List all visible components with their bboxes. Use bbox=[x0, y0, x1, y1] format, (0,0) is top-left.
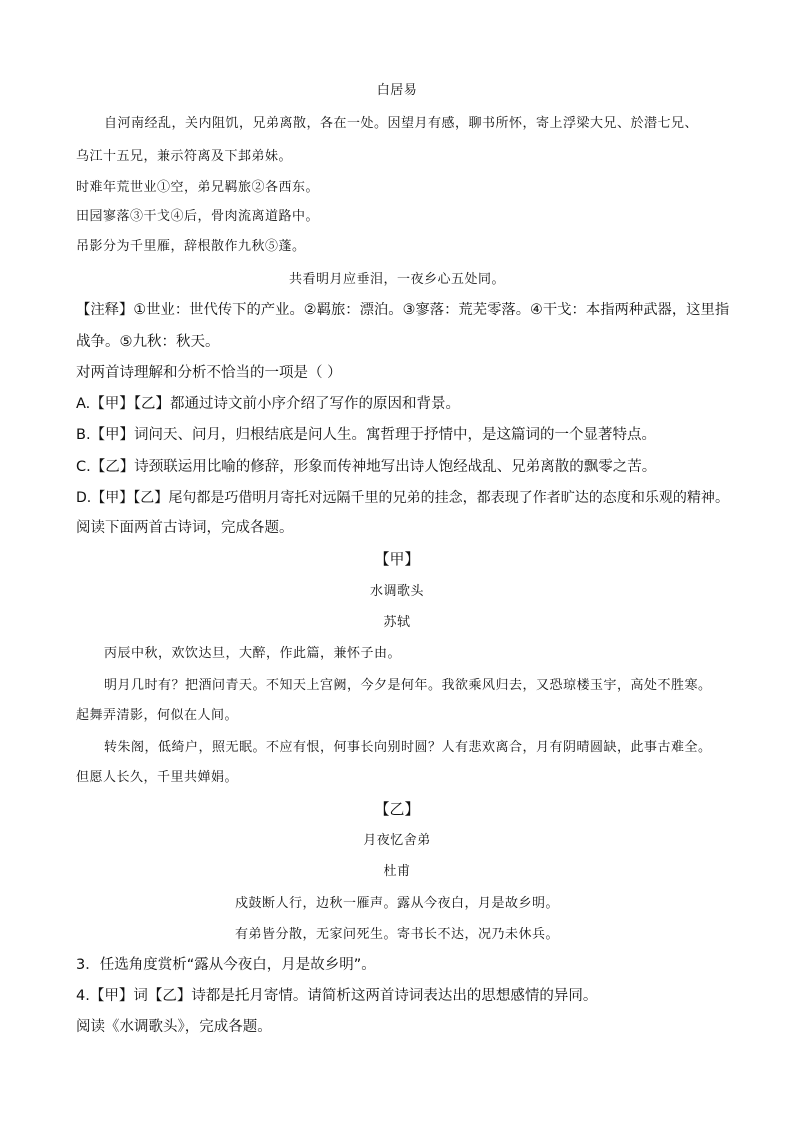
poem-title: 水调歌头 bbox=[369, 584, 424, 599]
option-c: C.【乙】诗颈联运用比喻的修辞，形象而传神地写出诗人饱经战乱、兄弟离散的飘零之苦。 bbox=[76, 459, 657, 475]
question-4: 4.【甲】词【乙】诗都是托月寄情。请简析这两首诗词表达出的思想感情的异同。 bbox=[76, 988, 598, 1004]
question-3: 3．任选角度赏析“露从今夜白，月是故乡明”。 bbox=[76, 957, 376, 973]
notes-line: 战争。⑤九秋：秋天。 bbox=[76, 334, 220, 350]
section-outro: 阅读《水调歌头》，完成各题。 bbox=[76, 1019, 272, 1035]
question-stem: 对两首诗理解和分析不恰当的一项是（ ） bbox=[76, 365, 342, 381]
poem-line: 起舞弄清影，何似在人间。 bbox=[76, 708, 239, 723]
poem-line: 明月几时有？把酒问青天。不知天上宫阙，今夕是何年。我欲乘风归去，又恐琼楼玉宇，高处不胜寒。 bbox=[104, 678, 712, 693]
poem-preface-line: 自河南经乱，关内阻饥，兄弟离散，各在一处。因望月有感，聊书所怀，寄上浮梁大兄、於潜七兄、 bbox=[104, 116, 699, 131]
poem-author: 白居易 bbox=[376, 83, 418, 98]
option-a: A.【甲】【乙】都通过诗文前小序介绍了写作的原因和背景。 bbox=[76, 396, 461, 412]
poem-title: 月夜忆舍弟 bbox=[363, 833, 431, 848]
poem-line: 戍鼓断人行，边秋一雁声。露从今夜白，月是故乡明。 bbox=[234, 896, 559, 911]
option-d: D.【甲】【乙】尾句都是巧借明月寄托对远隔千里的兄弟的挂念，都表现了作者旷达的态度和乐观的精神。 bbox=[76, 490, 729, 506]
poem-line: 但愿人长久，千里共婵娟。 bbox=[76, 770, 239, 785]
section-intro: 阅读下面两首古诗词，完成各题。 bbox=[76, 520, 294, 536]
poem-author: 杜甫 bbox=[383, 864, 411, 879]
poem-author: 苏轼 bbox=[383, 615, 411, 630]
poem-line: 吊影分为千里雁，辞根散作九秋⑤蓬。 bbox=[76, 239, 306, 254]
poem-line: 有弟皆分散，无家问死生。寄书长不达，况乃未休兵。 bbox=[234, 927, 559, 942]
tag-yi: 【乙】 bbox=[374, 800, 420, 818]
poem-preface: 丙辰中秋，欢饮达旦，大醉，作此篇，兼怀子由。 bbox=[104, 646, 402, 661]
option-b: B.【甲】词问天、问月，归根结底是问人生。寓哲理于抒情中，是这篇词的一个显著特点。 bbox=[76, 427, 657, 443]
poem-line: 转朱阁，低绮户，照无眠。不应有恨，何事长向别时圆？人有悲欢离合，月有阴晴圆缺，此事古难全。 bbox=[104, 740, 712, 755]
tag-jia: 【甲】 bbox=[374, 550, 420, 568]
notes-line: 【注释】①世业：世代传下的产业。②羁旅：漂泊。③寥落：荒芜零落。④干戈：本指两种武器，这里指 bbox=[76, 302, 730, 318]
poem-line: 时难年荒世业①空，弟兄羁旅②各西东。 bbox=[76, 180, 320, 195]
poem-preface-line: 乌江十五兄，兼示符离及下邽弟妹。 bbox=[76, 149, 293, 164]
poem-line: 共看明月应垂泪，一夜乡心五处同。 bbox=[288, 272, 505, 287]
poem-line: 田园寥落③干戈④后，骨肉流离道路中。 bbox=[76, 209, 320, 224]
